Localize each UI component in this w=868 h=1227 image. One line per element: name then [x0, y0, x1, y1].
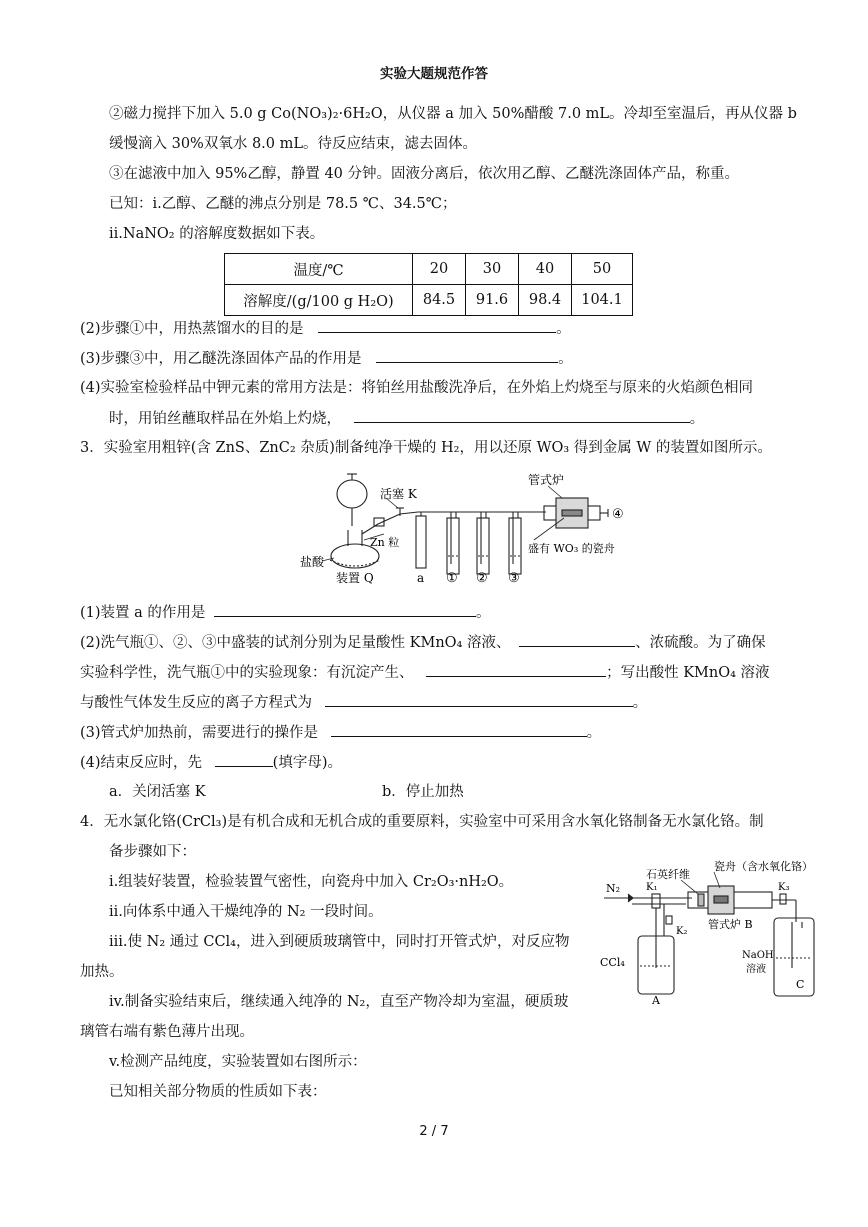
label-bottle-1: ①	[446, 571, 458, 586]
label-boat: 瓷舟（含水氧化铬）	[714, 860, 813, 873]
q3-apparatus-figure	[300, 468, 630, 590]
table-cell: 溶解度/(g/100 g H₂O)	[225, 285, 413, 316]
label-valve: 活塞 K	[380, 487, 417, 501]
label-bottle-2: ②	[476, 571, 488, 586]
answer-blank[interactable]	[376, 348, 558, 363]
period: 。	[558, 351, 573, 367]
table-cell: 91.6	[466, 285, 519, 316]
label-bottle-a: A	[652, 994, 660, 1006]
question-text: (填字母)。	[272, 755, 342, 771]
table-cell: 98.4	[519, 285, 572, 316]
q2-sub3	[80, 348, 573, 369]
question-text: 实验科学性，洗气瓶①中的实验现象：有沉淀产生、	[80, 665, 414, 681]
table-cell: 30	[466, 254, 519, 285]
question-text: (3)管式炉加热前，需要进行的操作是	[80, 725, 319, 741]
label-device-q: 装置 Q	[336, 571, 374, 585]
period: 。	[476, 605, 491, 621]
table-row	[225, 254, 633, 285]
period: 。	[632, 695, 648, 711]
q3-sub1	[80, 602, 491, 623]
question-text: 、浓硫酸。为了确保	[635, 635, 766, 651]
page-number: 2 / 7	[419, 1124, 449, 1139]
answer-blank[interactable]	[325, 692, 633, 707]
table-cell: 50	[572, 254, 633, 285]
label-k3: K₃	[778, 882, 790, 893]
q4-step-iii-line2: 加热。	[80, 964, 124, 980]
label-naoh: NaOH	[742, 950, 774, 961]
page-header: 实验大题规范作答	[380, 66, 488, 82]
period: 。	[556, 321, 571, 337]
question-text: (1)装置 a 的作用是	[80, 605, 206, 621]
table-cell: 20	[413, 254, 466, 285]
answer-blank[interactable]	[215, 752, 273, 767]
q3-stem: 3．实验室用粗锌(含 ZnS、ZnC₂ 杂质)制备纯净干燥的 H₂，用以还原 WO₃ 得到金属 W 的装置如图所示。	[80, 440, 772, 456]
question-text: ；写出酸性 KMnO₄ 溶液	[606, 665, 770, 681]
label-furnace: 管式炉	[528, 473, 565, 487]
label-ccl4: CCl₄	[600, 956, 625, 969]
label-boat: 盛有 WO₃ 的瓷舟	[528, 542, 615, 555]
q4-step-v: v.检测产品纯度，实验装置如右图所示：	[109, 1054, 367, 1070]
q4-known: 已知相关部分物质的性质如下表：	[109, 1084, 327, 1100]
q3-sub2-line1	[80, 632, 766, 653]
table-cell: 40	[519, 254, 572, 285]
question-text: (2)步骤①中，用热蒸馏水的目的是	[80, 321, 304, 337]
q4-apparatus-figure	[596, 858, 830, 1006]
q2-step2-line2: 缓慢滴入 30%双氧水 8.0 mL。待反应结束，滤去固体。	[109, 136, 477, 152]
q2-known-i: 已知：i.乙醇、乙醚的沸点分别是 78.5 ℃、34.5℃；	[109, 196, 457, 212]
label-fiber: 石英纤维	[646, 868, 690, 881]
table-cell: 温度/℃	[225, 254, 413, 285]
label-solution: 溶液	[746, 964, 766, 975]
funnel-bulb	[337, 480, 367, 508]
table-cell: 104.1	[572, 285, 633, 316]
q2-sub4-line2	[109, 408, 704, 429]
q3-sub3	[80, 722, 601, 743]
label-furnace-b: 管式炉 B	[708, 918, 753, 931]
answer-blank[interactable]	[426, 662, 606, 677]
solubility-table	[224, 253, 633, 316]
q2-step2-line1: ②磁力搅拌下加入 5.0 g Co(NO₃)₂·6H₂O，从仪器 a 加入 50%醋酸 7.0 mL。冷却至室温后，再从仪器 b	[109, 106, 797, 122]
answer-blank[interactable]	[214, 602, 476, 617]
question-text: (3)步骤③中，用乙醚洗涤固体产品的作用是	[80, 351, 362, 367]
label-outlet-4: ④	[612, 507, 624, 522]
q2-known-ii: ii.NaNO₂ 的溶解度数据如下表。	[109, 226, 325, 242]
q4-stem-line1: 4．无水氯化铬(CrCl₃)是有机合成和无机合成的重要原料，实验室中可采用含水氧化铬制备无水氯化铬。制	[80, 814, 764, 830]
q3-sub4	[80, 752, 342, 773]
label-acid: 盐酸	[300, 555, 325, 569]
period: 。	[689, 411, 705, 427]
q3-sub2-line3	[80, 692, 647, 713]
q2-sub4-line1: (4)实验室检验样品中钾元素的常用方法是：将铂丝用盐酸洗净后，在外焰上灼烧至与原来的火焰颜色相同	[80, 380, 754, 396]
label-bottle-3: ③	[508, 571, 520, 586]
q4-step-i: i.组装好装置，检验装置气密性，向瓷舟中加入 Cr₂O₃·nH₂O。	[109, 874, 514, 890]
q4-stem-line2: 备步骤如下：	[109, 844, 196, 860]
answer-blank[interactable]	[331, 722, 587, 737]
q4-step-iv-line2: 璃管右端有紫色薄片出现。	[80, 1024, 254, 1040]
period: 。	[586, 725, 602, 741]
q3-option-a: a．关闭活塞 K	[109, 784, 206, 800]
label-zinc: Zn 粒	[370, 536, 400, 549]
table-cell: 84.5	[413, 285, 466, 316]
label-bottle-c: C	[796, 978, 805, 991]
q2-step3: ③在滤液中加入 95%乙醇，静置 40 分钟。固液分离后，依次用乙醇、乙醚洗涤固体产品，称重。	[109, 166, 740, 182]
question-text: 与酸性气体发生反应的离子方程式为	[80, 695, 312, 711]
q4-step-iv-line1: iv.制备实验结束后，继续通入纯净的 N₂，直至产物冷却为室温，硬质玻	[109, 994, 569, 1010]
question-text: (4)结束反应时，先	[80, 755, 203, 771]
label-k1: K₁	[646, 882, 658, 893]
question-text: 时，用铂丝蘸取样品在外焰上灼烧，	[109, 411, 341, 427]
question-text: (2)洗气瓶①、②、③中盛装的试剂分别为足量酸性 KMnO₄ 溶液、	[80, 635, 511, 651]
label-k2: K₂	[676, 926, 688, 937]
q4-step-ii: ii.向体系中通入干燥纯净的 N₂ 一段时间。	[109, 904, 383, 920]
answer-blank[interactable]	[519, 632, 635, 647]
label-n2: N₂	[606, 882, 621, 895]
q2-sub2	[80, 318, 571, 339]
table-row	[225, 285, 633, 316]
q3-sub2-line2	[80, 662, 770, 683]
answer-blank[interactable]	[318, 318, 556, 333]
label-a: a	[417, 571, 425, 585]
answer-blank[interactable]	[354, 408, 690, 423]
q4-step-iii-line1: iii.使 N₂ 通过 CCl₄，进入到硬质玻璃管中，同时打开管式炉，对反应物	[109, 934, 570, 950]
q3-option-b: b．停止加热	[382, 784, 464, 800]
